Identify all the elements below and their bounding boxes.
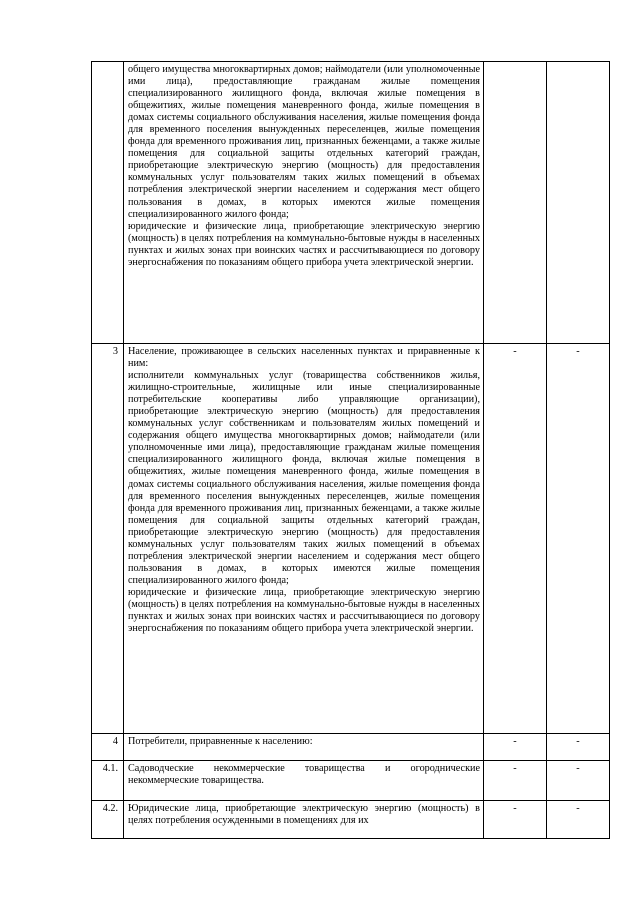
tariff-table xyxy=(91,61,610,839)
table-row xyxy=(92,734,610,761)
value-1: - xyxy=(513,346,517,357)
row-paragraph: исполнители коммунальных услуг (товарищества собственников жилья, жилищно-строительные, жилищные или иные специализированные потребительские кооперативы либо управляющие организации), приобретающие электрическую энергию (мощность) для предоставления коммунальных услуг собственникам и пользователям жилых помещений и содержания общего имущества многоквартирных домов; наймодатели (или уполномоченные ими лица), предоставляющие гражданам жилые помещения специализированного жилищного фонда, включая жилые помещения в общежитиях, жилые помещения маневренного фонда, жилые помещения в домах системы социального обслуживания населения, жилые помещения фонда для временного поселения вынужденных переселенцев, жилые помещения фонда для временного проживания лиц, признанных беженцами, а также жилые помещения для социальной защиты отдельных категорий граждан, приобретающие электрическую энергию (мощность) для предоставления коммунальных услуг пользователям таких жилых помещений в объемах потребления электрической энергии населением и содержания мест общего пользования в домах, в которых имеются жилые помещения специализированного жилого фонда; xyxy=(128,370,480,586)
row-paragraph: юридические и физические лица, приобретающие электрическую энергию (мощность) в целях потребления на коммунально-бытовые нужды в населенных пунктах и жилых зонах при воинских частях и рассчитывающиеся по договору энергоснабжения по показаниям общего прибора учета электрической энергии. xyxy=(128,220,480,268)
row-number-cell xyxy=(92,344,124,734)
row-number-cell xyxy=(92,801,124,839)
value-cell-1 xyxy=(484,344,547,734)
value-2: - xyxy=(576,763,580,774)
value-2: - xyxy=(576,803,580,814)
row-number-cell xyxy=(92,761,124,801)
value-cell-2 xyxy=(547,761,610,801)
value-1: - xyxy=(513,803,517,814)
row-number-cell xyxy=(92,62,124,344)
value-cell-2 xyxy=(547,62,610,344)
row-text-cell xyxy=(124,344,484,734)
table-row xyxy=(92,761,610,801)
value-2: - xyxy=(576,346,580,357)
row-number: 4.2. xyxy=(102,803,118,814)
row-paragraph: Юридические лица, приобретающие электрическую энергию (мощность) в целях потребления осужденными в помещениях для их xyxy=(128,803,480,827)
value-1: - xyxy=(513,763,517,774)
value-cell-1 xyxy=(484,734,547,761)
value-cell-2 xyxy=(547,344,610,734)
row-paragraph: Садоводческие некоммерческие товарищества и огороднические некоммерческие товарищества. xyxy=(128,763,480,787)
row-paragraph: общего имущества многоквартирных домов; наймодатели (или уполномоченные ими лица), предоставляющие гражданам жилые помещения специализированного жилищного фонда, включая жилые помещения в общежитиях, жилые помещения маневренного фонда, жилые помещения в домах системы социального обслуживания населения, жилые помещения фонда для временного поселения вынужденных переселенцев, жилые помещения фонда для временного проживания лиц, признанных беженцами, а также жилые помещения для социальной защиты отдельных категорий граждан, приобретающие электрическую энергию (мощность) для предоставления коммунальных услуг пользователям таких жилых помещений в объемах потребления электрической энергии населением и содержания мест общего пользования в домах, в которых имеются жилые помещения специализированного жилого фонда; xyxy=(128,64,480,220)
row-number xyxy=(92,62,123,64)
row-number: 4.1. xyxy=(102,763,118,774)
row-paragraph: Население, проживающее в сельских населенных пунктах и приравненные к ним: xyxy=(128,346,480,370)
row-paragraph: Потребители, приравненные к населению: xyxy=(128,736,313,747)
row-paragraph: юридические и физические лица, приобретающие электрическую энергию (мощность) в целях потребления на коммунально-бытовые нужды в населенных пунктах и жилых зонах при воинских частях и рассчитывающиеся по договору энергоснабжения по показаниям общего прибора учета электрической энергии. xyxy=(128,586,480,635)
value-cell-2 xyxy=(547,801,610,839)
row-number-cell xyxy=(92,734,124,761)
row-text-cell xyxy=(124,801,484,839)
row-text-cell xyxy=(124,734,484,761)
value-2 xyxy=(547,62,609,64)
row-text-cell xyxy=(124,62,484,344)
value-cell-1 xyxy=(484,62,547,344)
value-2: - xyxy=(576,736,580,747)
row-number: 4 xyxy=(112,736,118,747)
table-row xyxy=(92,801,610,839)
value-cell-2 xyxy=(547,734,610,761)
value-1 xyxy=(484,62,546,64)
table-row xyxy=(92,344,610,734)
value-cell-1 xyxy=(484,801,547,839)
table-row xyxy=(92,62,610,344)
value-1: - xyxy=(513,736,517,747)
value-cell-1 xyxy=(484,761,547,801)
row-text-cell xyxy=(124,761,484,801)
row-number: 3 xyxy=(112,346,118,357)
